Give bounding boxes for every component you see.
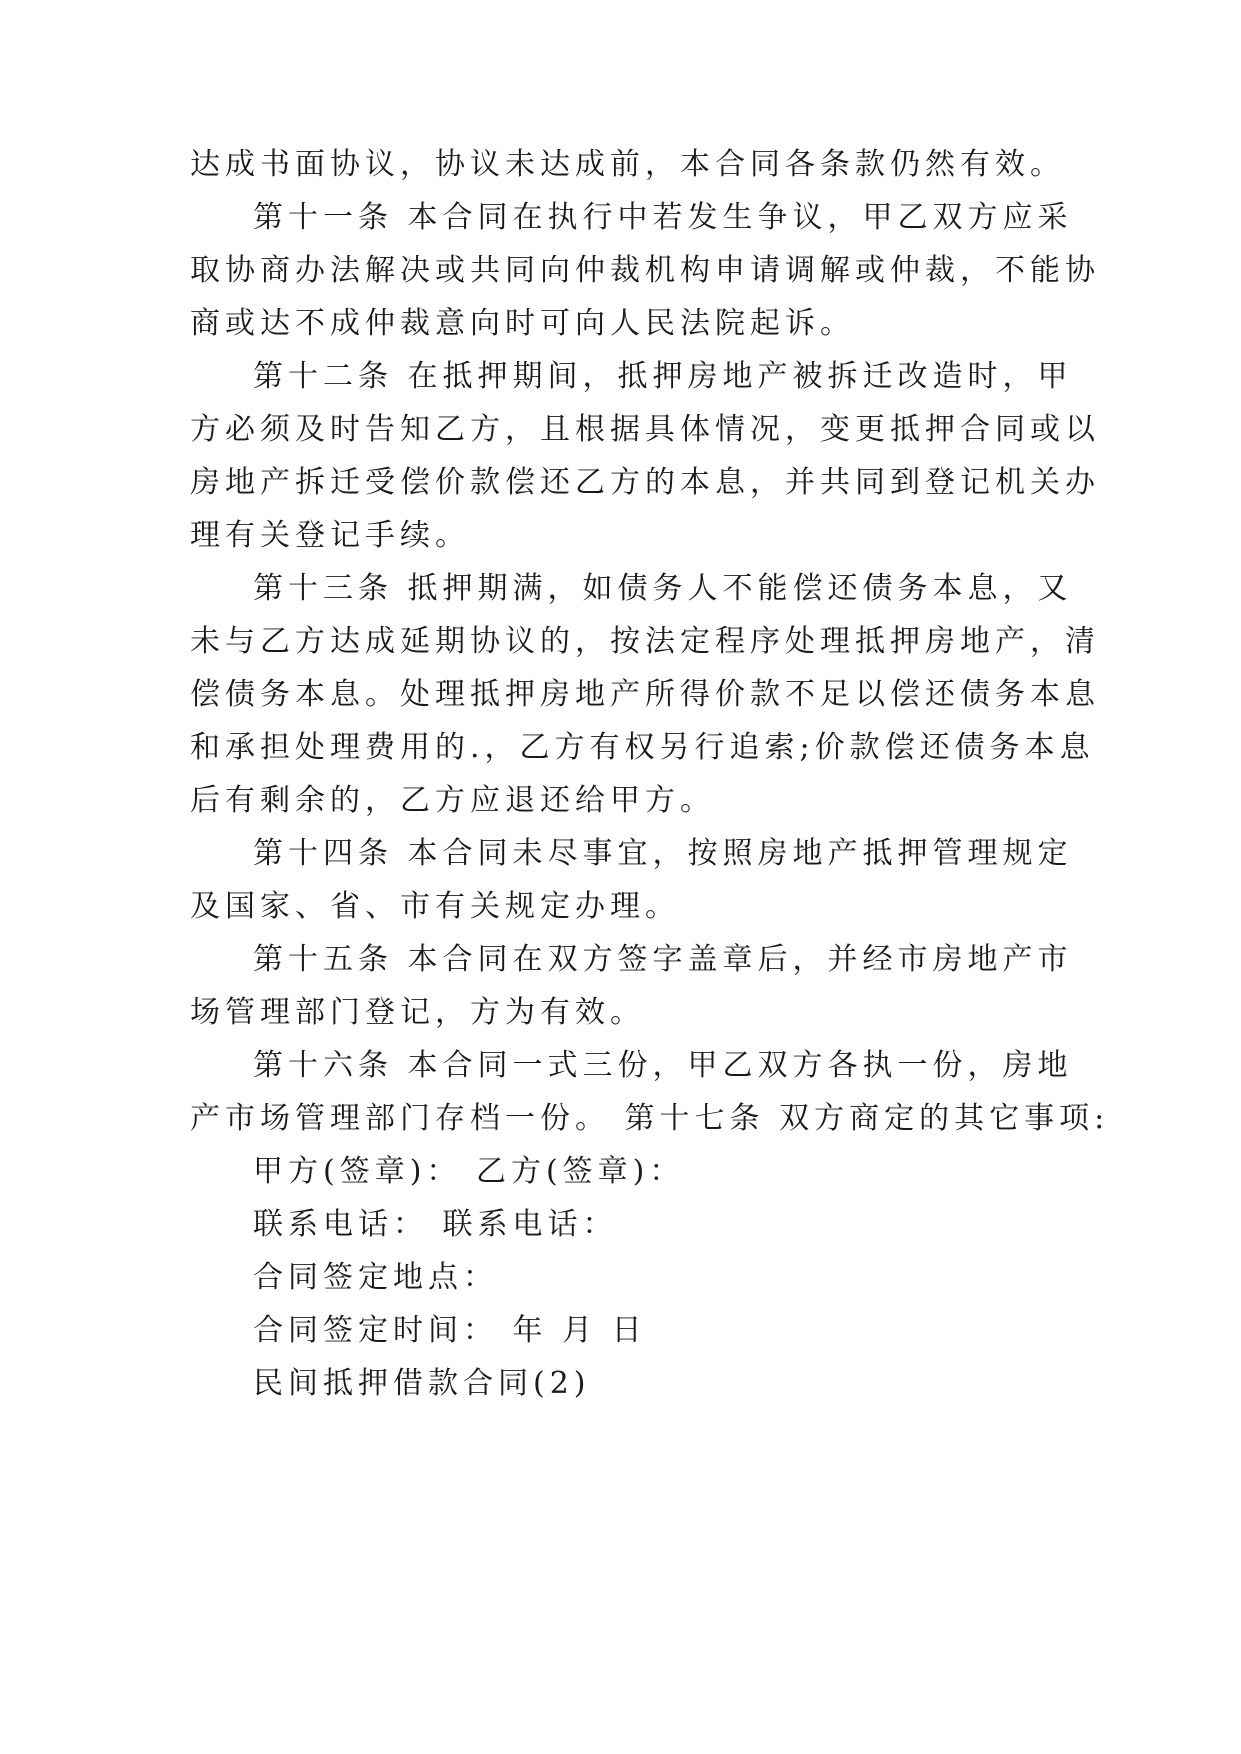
article-13-line-5: 后有剩余的，乙方应退还给甲方。 <box>190 783 715 818</box>
article-11-line-2: 取协商办法解决或共同向仲裁机构申请调解或仲裁，不能协 <box>190 253 1100 288</box>
signing-date-line: 合同签定时间： 年 月 日 <box>253 1313 647 1348</box>
article-12-line-3: 房地产拆迁受偿价款偿还乙方的本息，并共同到登记机关办 <box>190 465 1100 500</box>
article-15-line-2: 场管理部门登记，方为有效。 <box>190 995 645 1030</box>
article-16-line-2: 产市场管理部门存档一份。 第十七条 双方商定的其它事项: <box>190 1101 1110 1136</box>
article-12-line-2: 方必须及时告知乙方，且根据具体情况，变更抵押合同或以 <box>190 412 1100 447</box>
article-16-line-1: 第十六条 本合同一式三份，甲乙双方各执一份，房地 <box>253 1048 1073 1083</box>
article-14-line-1: 第十四条 本合同未尽事宜，按照房地产抵押管理规定 <box>253 836 1073 871</box>
article-11-line-1: 第十一条 本合同在执行中若发生争议，甲乙双方应采 <box>253 200 1073 235</box>
next-document-title: 民间抵押借款合同(2) <box>253 1366 591 1401</box>
signing-place-line: 合同签定地点： <box>253 1260 498 1295</box>
text-line-continuation: 达成书面协议，协议未达成前，本合同各条款仍然有效。 <box>190 147 1065 182</box>
signature-party-line: 甲方(签章)： 乙方(签章)： <box>253 1154 685 1189</box>
article-13-line-1: 第十三条 抵押期满，如债务人不能偿还债务本息，又 <box>253 571 1073 606</box>
article-13-line-4: 和承担处理费用的.，乙方有权另行追索;价款偿还债务本息 <box>190 730 1095 765</box>
article-13-line-3: 偿债务本息。处理抵押房地产所得价款不足以偿还债务本息 <box>190 677 1100 712</box>
article-12-line-1: 第十二条 在抵押期间，抵押房地产被拆迁改造时，甲 <box>253 359 1073 394</box>
article-15-line-1: 第十五条 本合同在双方签字盖章后，并经市房地产市 <box>253 942 1073 977</box>
article-14-line-2: 及国家、省、市有关规定办理。 <box>190 889 680 924</box>
article-12-line-4: 理有关登记手续。 <box>190 518 470 553</box>
phone-line: 联系电话： 联系电话： <box>253 1207 618 1242</box>
article-11-line-3: 商或达不成仲裁意向时可向人民法院起诉。 <box>190 306 855 341</box>
article-13-line-2: 未与乙方达成延期协议的，按法定程序处理抵押房地产，清 <box>190 624 1100 659</box>
